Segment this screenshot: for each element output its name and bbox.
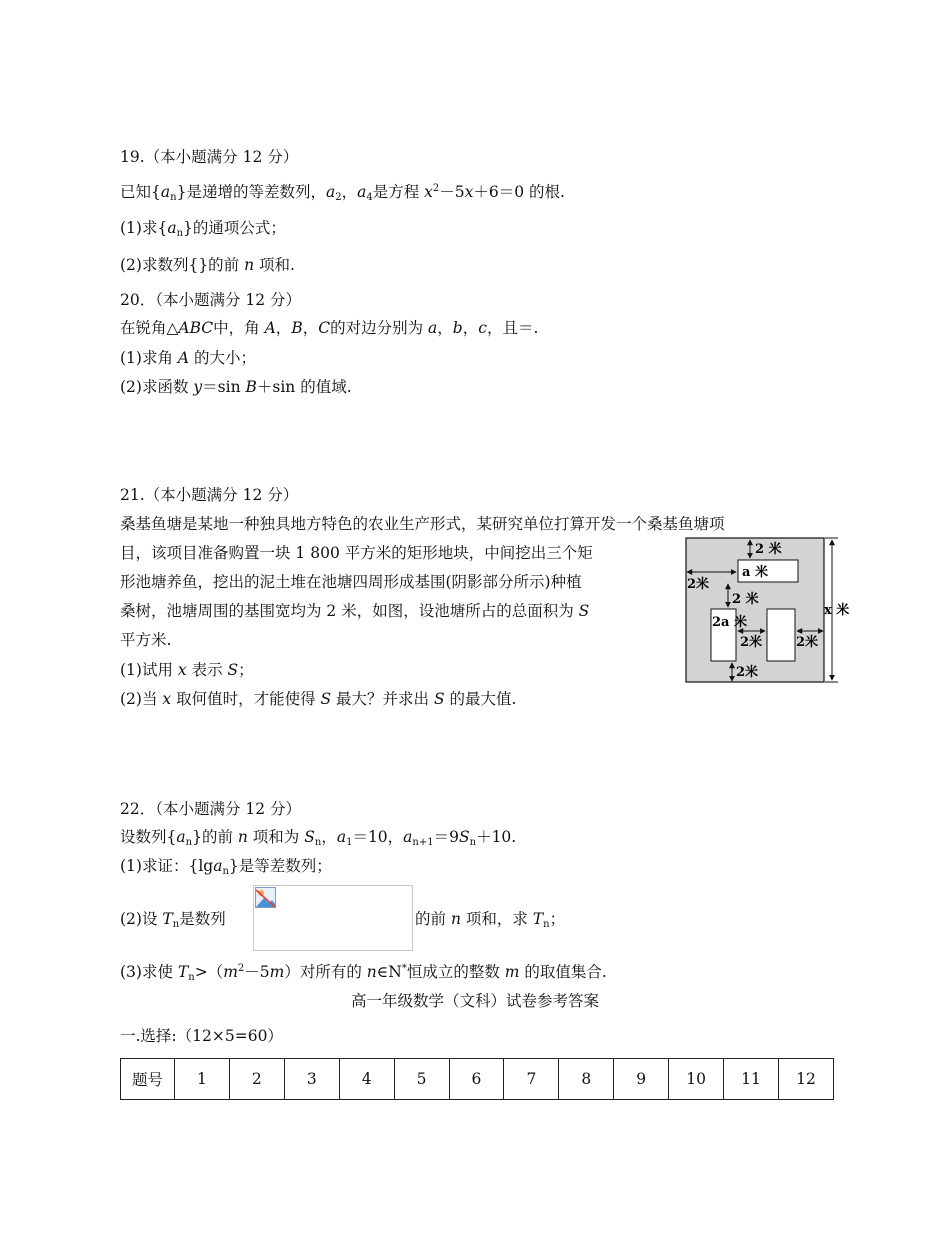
label-between: 2米 [740,635,763,650]
q20-part1: (1)求角 A 的大小； [120,349,257,367]
table-cell: 5 [394,1059,449,1100]
q19-header: 19.（本小题满分 12 分） [120,148,299,166]
table-cell: 1 [175,1059,230,1100]
table-cell: 12 [778,1059,833,1100]
q21-part1: (1)试用 x 表示 S； [120,661,254,679]
q22-header: 22．（本小题满分 12 分） [120,800,302,818]
table-head-cell: 题号 [121,1059,175,1100]
table-cell: 9 [614,1059,669,1100]
table-cell: 3 [284,1059,339,1100]
q22-part2-tail: 的前 n 项和，求 $T_n$； [415,910,566,930]
table-row [121,1059,834,1100]
q21-line-5: 平方米. [120,631,172,649]
label-middle: 2 米 [732,592,759,607]
broken-image-icon [255,887,277,909]
label-height: x 米 [824,603,850,618]
q22-stem: 设数列$\{a_n\}$的前 n 项和为 $S_n$，$a_1=10$，$a_{n+1}=9S_n+10$. [120,828,517,848]
q22-part1: (1)求证：{lga$_n$}是等差数列； [120,857,332,877]
q19-part2: (2)求数列{}的前 n 项和. [120,256,295,274]
fishpond-figure [684,534,856,686]
q21-line-3: 形池塘养鱼，挖出的泥土堆在池塘四周形成基围(阴影部分所示)种植 [120,573,582,591]
q19-part1: (1)求$\{a_n\}$的通项公式； [120,219,286,239]
table-cell: 4 [339,1059,394,1100]
pond-right [767,609,795,661]
section-choice: 一.选择:（12×5=60） [120,1027,283,1045]
q20-part2: (2)求函数 y＝sin B＋sin 的值域. [120,378,352,396]
table-cell: 10 [669,1059,724,1100]
q21-header: 21.（本小题满分 12 分） [120,486,299,504]
label-top: 2 米 [755,542,782,557]
answer-title: 高一年级数学（文科）试卷参考答案 [350,992,599,1010]
label-pond-a: a 米 [742,565,768,580]
label-right: 2米 [796,635,819,650]
q22-part2: (2)设 $T_n$是数列 [120,910,226,930]
table-cell: 2 [229,1059,284,1100]
q21-line-1: 桑基鱼塘是某地一种独具地方特色的农业生产形式，某研究单位打算开发一个桑基鱼塘项 [120,515,725,533]
q21-line-2: 目，该项目准备购置一块 1 800 平方米的矩形地块，中间挖出三个矩 [120,544,593,562]
label-bottom: 2米 [736,665,759,680]
table-cell: 11 [724,1059,779,1100]
q21-part2: (2)当 x 取何值时，才能使得 S 最大？并求出 S 的最大值. [120,690,517,708]
label-left: 2米 [687,577,710,592]
table-cell: 7 [504,1059,559,1100]
table-cell: 8 [559,1059,614,1100]
label-pond-2a: 2a 米 [712,615,747,630]
broken-image-placeholder [253,885,413,951]
q20-header: 20．（本小题满分 12 分） [120,291,302,309]
q22-part3: (3)求使 $T_n>(m^2-5m)$对所有的 n∈N*恒成立的整数 m 的取值集合. [120,963,607,983]
q21-line-4: 桑树，池塘周围的基围宽均为 2 米，如图，设池塘所占的总面积为 S [120,602,590,620]
answer-table [120,1058,834,1100]
q20-stem: 在锐角△ABC中，角 A，B，C的对边分别为 a，b，c，且＝. [120,319,539,337]
q19-stem: 已知$\{a_n\}$是递增的等差数列，$a_2$，$a_4$是方程 $x^2-5x+6=0$ 的根. [120,183,565,203]
table-cell: 6 [449,1059,504,1100]
